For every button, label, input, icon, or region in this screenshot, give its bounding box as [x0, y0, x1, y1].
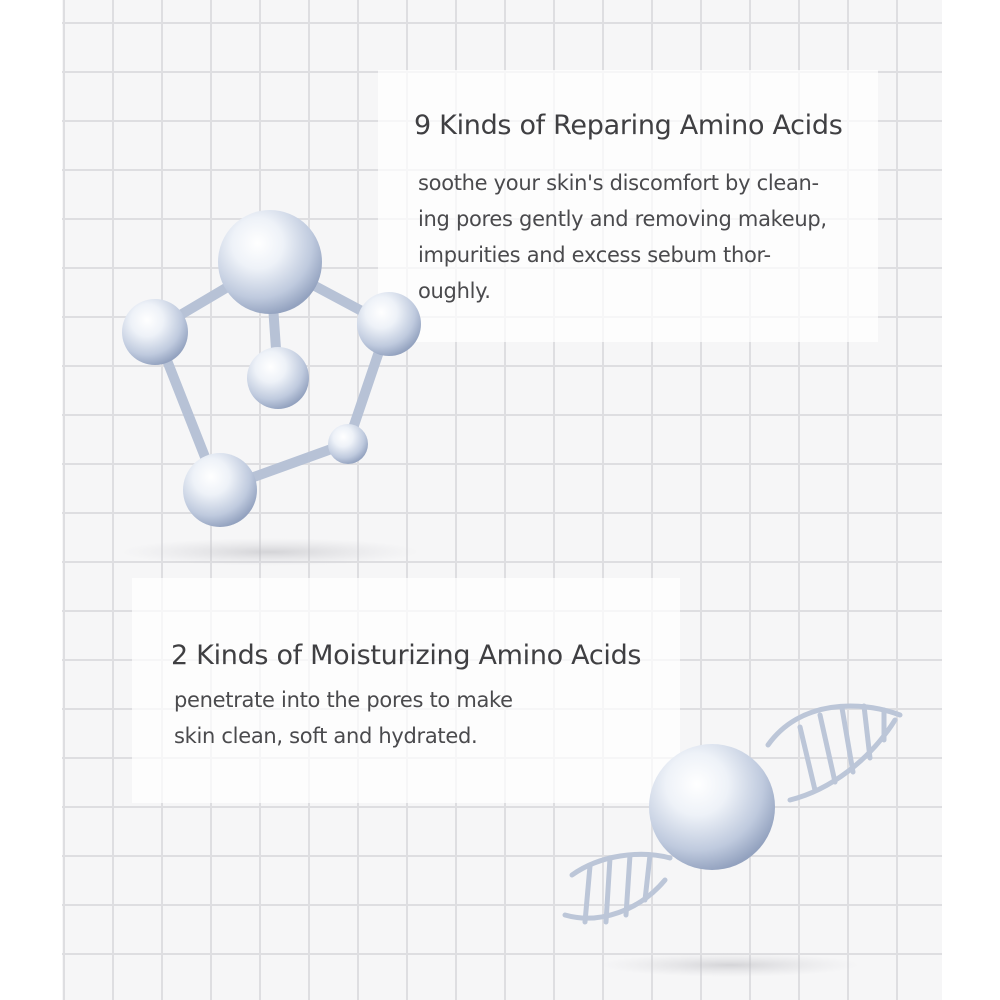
description-line: ing pores gently and removing makeup, — [418, 207, 827, 231]
moisturizing-amino-acids-heading: 2 Kinds of Moisturizing Amino Acids — [171, 640, 642, 671]
description-line: penetrate into the pores to make — [174, 688, 513, 712]
description-line: skin clean, soft and hydrated. — [174, 724, 478, 748]
amino-acid-molecule-icon — [120, 210, 421, 566]
description-line: soothe your skin's discomfort by clean- — [418, 171, 819, 195]
repairing-amino-acids-heading: 9 Kinds of Reparing Amino Acids — [414, 110, 843, 141]
dna-helix-icon — [565, 706, 900, 977]
repairing-amino-acids-description — [418, 165, 827, 309]
moisturizing-amino-acids-description — [174, 682, 513, 754]
description-line: impurities and excess sebum thor- — [418, 243, 771, 267]
description-line: oughly. — [418, 279, 491, 303]
